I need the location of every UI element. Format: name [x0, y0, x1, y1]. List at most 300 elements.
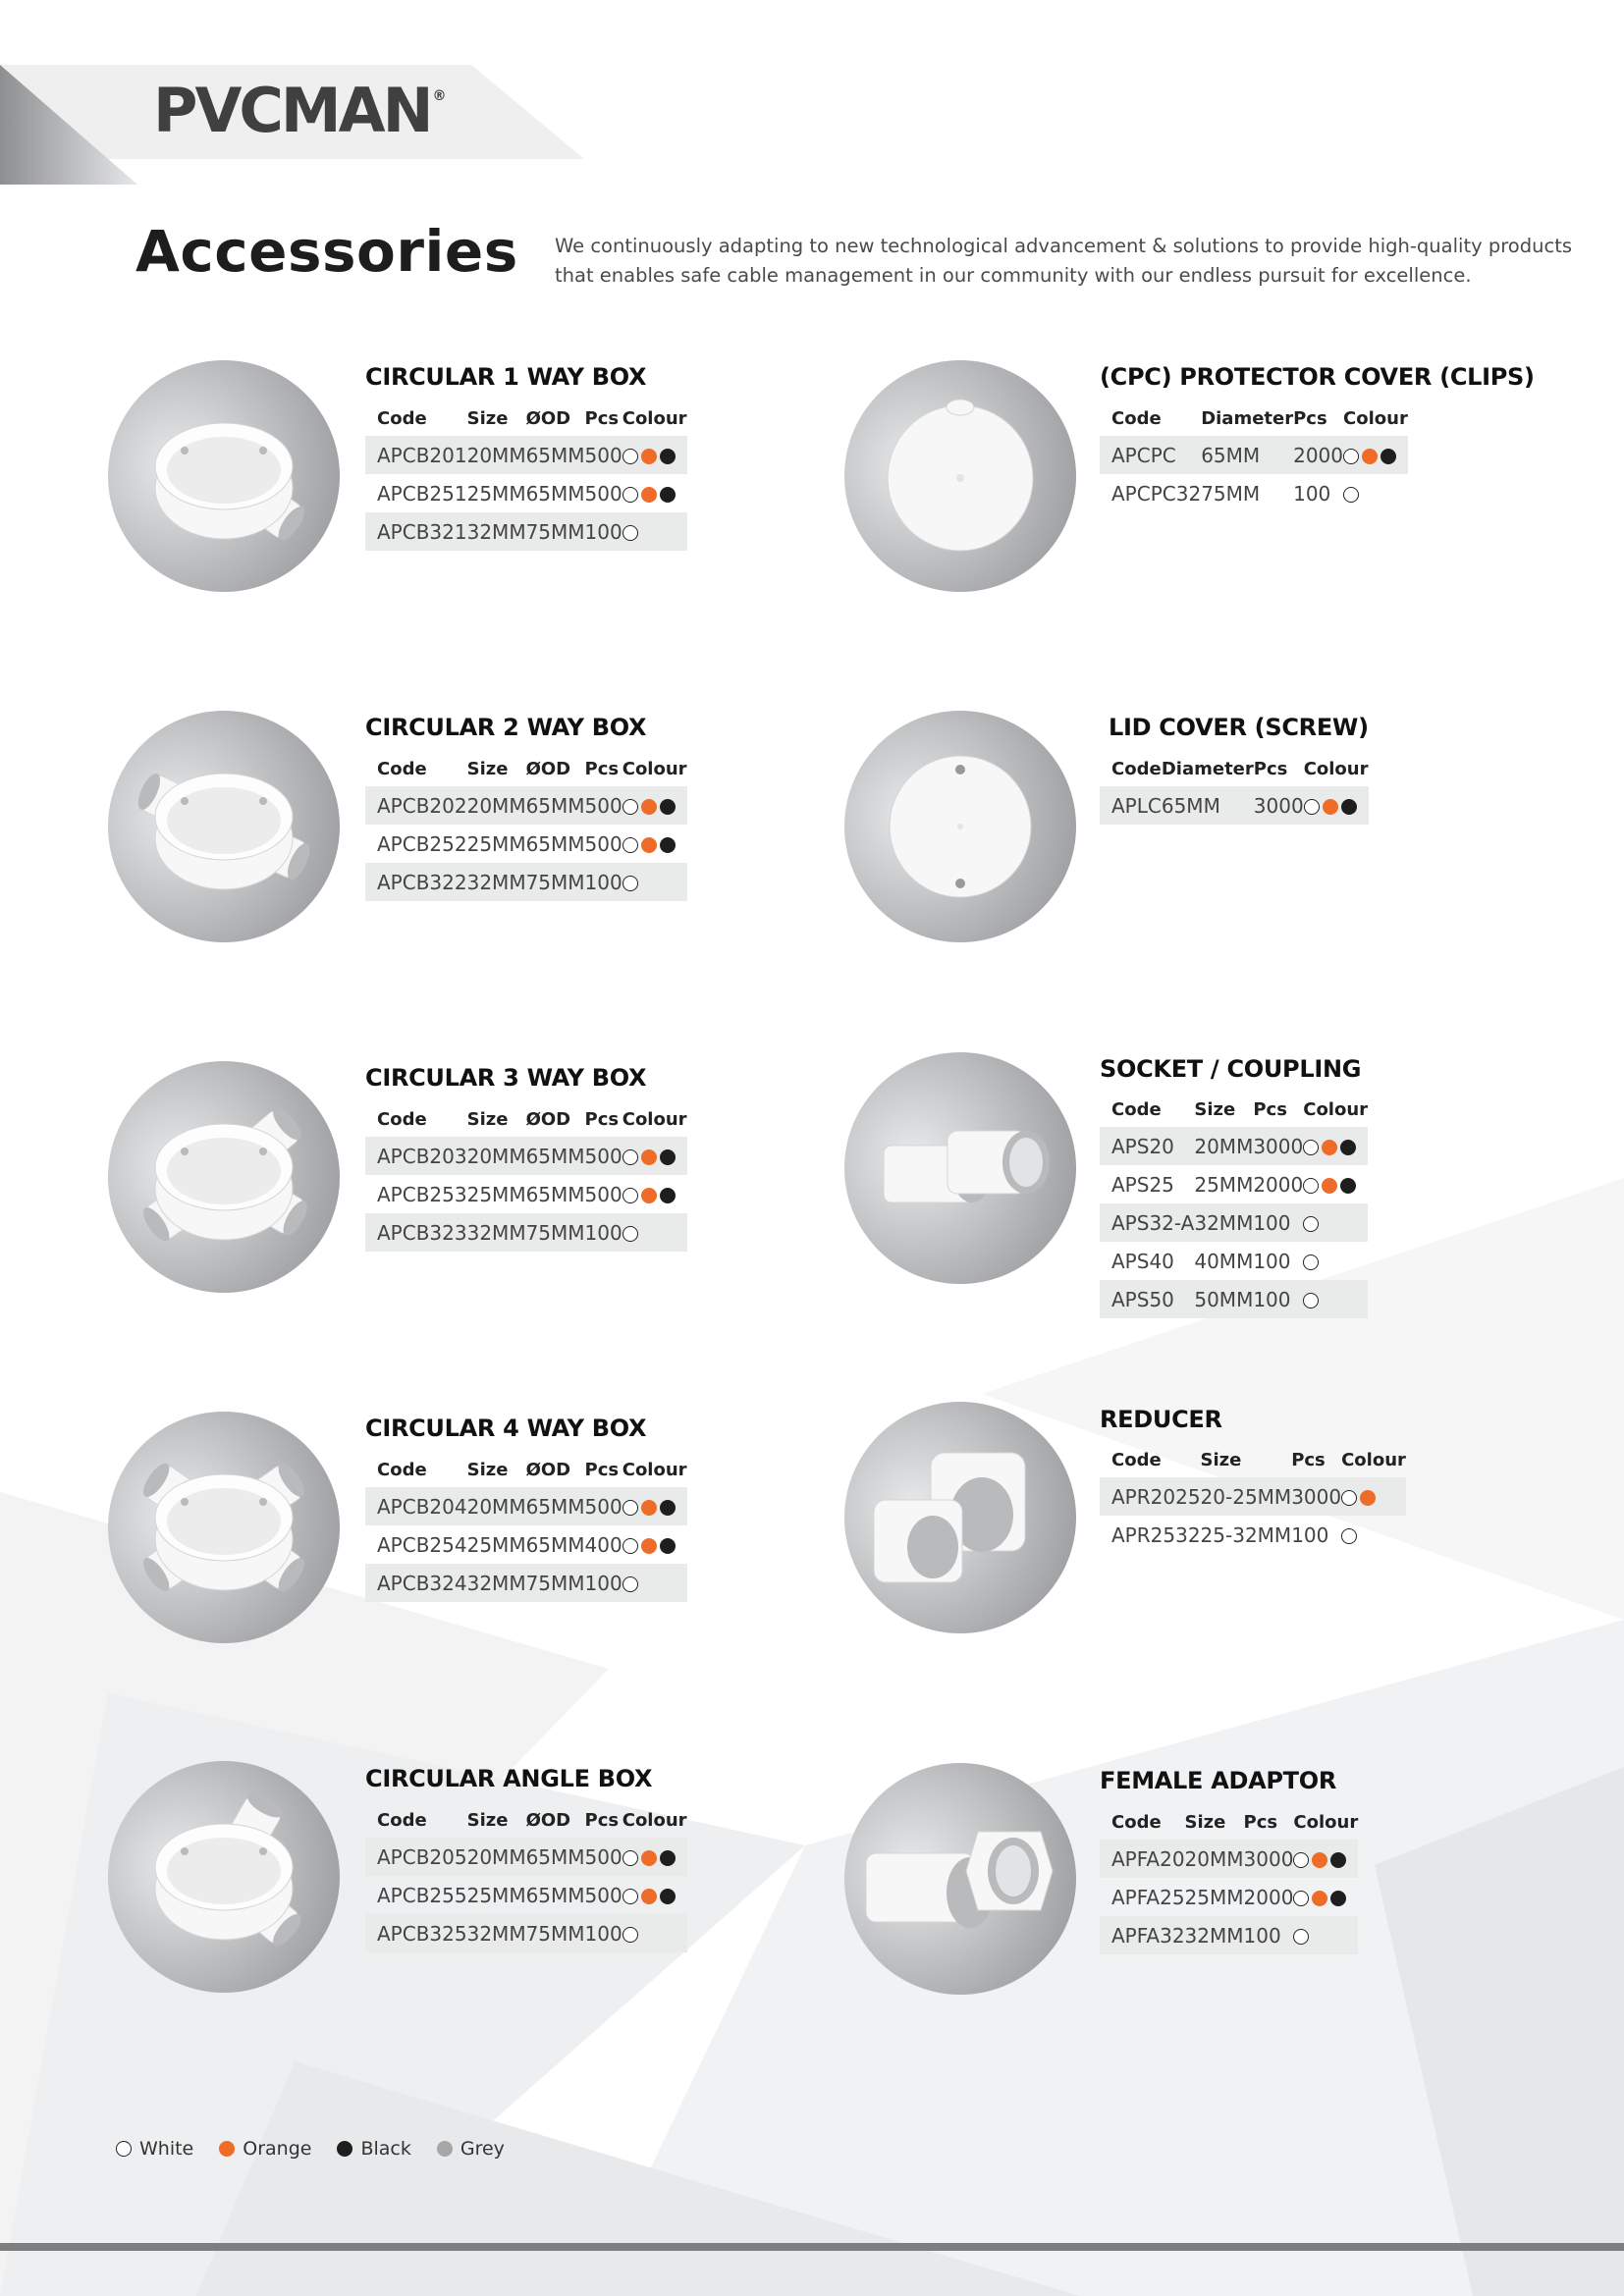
- table-row: [1100, 1127, 1368, 1165]
- white-dot-icon: [623, 837, 638, 853]
- diameter-cell: 65MM: [1162, 786, 1254, 825]
- legend-item-orange: [219, 2138, 311, 2160]
- black-dot-icon: [1340, 1140, 1356, 1155]
- orange-dot-icon: [1322, 1178, 1337, 1194]
- column-header: Colour: [1303, 1098, 1369, 1120]
- white-dot-icon: [623, 1889, 638, 1904]
- code-cell: APFA20: [1100, 1840, 1185, 1878]
- pcs-cell: 500: [585, 1838, 623, 1876]
- table-row: [1100, 1165, 1368, 1203]
- code-cell: APCB204: [365, 1487, 467, 1525]
- colour-options: [1343, 449, 1396, 464]
- black-dot-icon: [660, 1188, 676, 1203]
- pcs-cell: 3000: [1253, 1127, 1303, 1165]
- white-dot-icon: [623, 1149, 638, 1165]
- size-cell: 20-25MM: [1201, 1477, 1292, 1516]
- table-row: [365, 825, 687, 863]
- table-row: [365, 1213, 687, 1252]
- table-row: [1100, 786, 1369, 825]
- colour-options: [623, 449, 676, 464]
- colour-cell: [1343, 474, 1408, 512]
- white-dot-icon: [1343, 449, 1359, 464]
- column-header: Code: [1111, 1449, 1162, 1470]
- colour-options: [1303, 1255, 1319, 1270]
- orange-dot-icon: [641, 1149, 657, 1165]
- code-cell: APCB255: [377, 1883, 467, 1907]
- product-title: FEMALE ADAPTOR: [1100, 1767, 1337, 1794]
- registered-mark: ®: [432, 88, 447, 104]
- orange-dot-icon: [641, 1850, 657, 1866]
- colour-cell: [623, 1525, 687, 1564]
- code-cell: APCPC: [1100, 436, 1201, 474]
- white-dot-icon: [623, 1927, 638, 1943]
- code-cell: APCB252: [377, 831, 467, 856]
- od-cell: 75MM: [526, 1564, 585, 1602]
- colour-cell: [623, 786, 687, 825]
- product-title: (CPC) PROTECTOR COVER (CLIPS): [1100, 363, 1535, 391]
- product-title: SOCKET / COUPLING: [1100, 1055, 1362, 1083]
- colour-options: [623, 1500, 676, 1516]
- colour-options: [1343, 487, 1359, 503]
- size-cell: 25MM: [466, 481, 526, 506]
- column-header: Pcs: [584, 407, 620, 429]
- od-cell: 75MM: [526, 1914, 585, 1952]
- orange-dot-icon: [1323, 799, 1338, 815]
- pcs-cell: 500: [585, 1487, 623, 1525]
- spec-table: [1100, 1092, 1368, 1318]
- table-row: [1100, 1203, 1368, 1242]
- code-cell: APCB202: [365, 786, 467, 825]
- code-cell: APCB325: [365, 1914, 467, 1952]
- orange-dot-icon: [1362, 449, 1378, 464]
- diameter-cell: 75MM: [1201, 481, 1261, 506]
- footer-divider: [0, 2243, 1624, 2251]
- colour-options: [623, 487, 676, 503]
- column-header: Size: [1200, 1449, 1242, 1470]
- white-dot-icon: [1303, 1140, 1319, 1155]
- white-dot-icon: [623, 876, 638, 891]
- code-cell: APCB253: [377, 1182, 467, 1206]
- size-cell: 32MM: [467, 1213, 526, 1252]
- od-cell: 65MM: [526, 1137, 585, 1175]
- pcs-cell: 2000: [1243, 1885, 1294, 1909]
- black-dot-icon: [660, 799, 676, 815]
- table-row: [365, 863, 687, 901]
- product-title: LID COVER (SCREW): [1109, 714, 1369, 741]
- size-cell: 25MM: [466, 1883, 526, 1907]
- colour-cell: [623, 436, 687, 474]
- colour-options: [1303, 1178, 1356, 1194]
- code-cell: APS20: [1100, 1127, 1194, 1165]
- black-dot-icon: [660, 1850, 676, 1866]
- column-header: Size: [1194, 1098, 1236, 1120]
- pcs-cell: 100: [1253, 1280, 1303, 1318]
- code-cell: APCB254: [377, 1532, 467, 1557]
- spec-table: [1100, 400, 1408, 512]
- column-header: Colour: [622, 758, 687, 779]
- colour-options: [1293, 1929, 1309, 1945]
- colour-cell: [623, 474, 687, 512]
- table-row: [365, 1487, 687, 1525]
- table-row: [365, 512, 687, 551]
- colour-cell: [1303, 1280, 1368, 1318]
- pcs-cell: 500: [584, 481, 623, 506]
- od-cell: 65MM: [525, 831, 585, 856]
- colour-options: [623, 1889, 676, 1904]
- colour-cell: [1341, 1516, 1406, 1554]
- column-header: Pcs: [584, 758, 620, 779]
- table-row: [1100, 1840, 1358, 1878]
- column-header: Colour: [622, 1809, 687, 1831]
- table-row: [365, 436, 687, 474]
- code-cell: APS50: [1100, 1280, 1194, 1318]
- colour-options: [623, 837, 676, 853]
- colour-options: [623, 1576, 638, 1592]
- pcs-cell: 100: [1253, 1249, 1291, 1273]
- size-cell: 25MM: [466, 1532, 526, 1557]
- column-header: Diameter: [1201, 407, 1294, 429]
- table-row: [365, 1137, 687, 1175]
- od-cell: 65MM: [526, 1487, 585, 1525]
- od-cell: 75MM: [526, 512, 585, 551]
- code-cell: APCB201: [365, 436, 467, 474]
- column-header: Size: [466, 1809, 509, 1831]
- od-cell: 65MM: [526, 786, 585, 825]
- table-header-row: [1100, 1804, 1358, 1840]
- colour-cell: [1303, 1165, 1368, 1203]
- column-header: Pcs: [1253, 758, 1288, 779]
- black-dot-icon: [1330, 1852, 1346, 1868]
- size-cell: 20MM: [467, 436, 526, 474]
- column-header: Pcs: [584, 1459, 620, 1480]
- code-cell: APR2532: [1111, 1522, 1201, 1547]
- table-header-row: [1100, 751, 1369, 786]
- brand-logo: [153, 75, 447, 145]
- black-dot-icon: [1340, 1178, 1356, 1194]
- spec-table: [1100, 751, 1369, 825]
- column-header: Code: [1111, 1098, 1162, 1120]
- white-dot-icon: [623, 799, 638, 815]
- white-dot-icon: [1343, 487, 1359, 503]
- colour-options: [623, 1850, 676, 1866]
- pcs-cell: 100: [585, 1213, 623, 1252]
- column-header: Pcs: [1293, 407, 1327, 429]
- table-header-row: [365, 751, 687, 786]
- code-cell: APFA32: [1100, 1916, 1185, 1954]
- table-row: [1100, 1242, 1368, 1280]
- table-row: [1100, 1878, 1358, 1916]
- product-title: CIRCULAR 2 WAY BOX: [365, 714, 647, 741]
- code-cell: APS32-A: [1100, 1203, 1194, 1242]
- colour-cell: [623, 1487, 687, 1525]
- circular-3-way-box-photo: [108, 1061, 340, 1293]
- colour-options: [1341, 1528, 1357, 1544]
- size-cell: 25MM: [466, 1182, 526, 1206]
- code-cell: APCB203: [365, 1137, 467, 1175]
- code-cell: APCB324: [365, 1564, 467, 1602]
- column-header: Colour: [622, 1459, 687, 1480]
- reducer-photo: [844, 1402, 1076, 1633]
- column-header: Size: [466, 407, 509, 429]
- colour-cell: [623, 1914, 687, 1952]
- orange-dot-icon: [1322, 1140, 1337, 1155]
- diameter-cell: 65MM: [1201, 436, 1293, 474]
- column-header: Colour: [1303, 758, 1369, 779]
- white-dot-icon: [1341, 1528, 1357, 1544]
- column-header: Code: [1111, 407, 1162, 429]
- size-cell: 25MM: [466, 831, 526, 856]
- column-header: Colour: [622, 1108, 687, 1130]
- size-cell: 32MM: [467, 1914, 526, 1952]
- table-row: [365, 474, 687, 512]
- colour-cell: [1303, 1203, 1368, 1242]
- pcs-cell: 100: [1291, 1522, 1329, 1547]
- pcs-cell: 100: [1293, 481, 1331, 506]
- spec-table: [365, 1101, 687, 1252]
- column-header: Code: [377, 1459, 427, 1480]
- colour-cell: [623, 1137, 687, 1175]
- pcs-cell: 100: [1244, 1916, 1294, 1954]
- colour-options: [623, 1149, 676, 1165]
- colour-options: [623, 1927, 638, 1943]
- colour-options: [1293, 1891, 1346, 1906]
- column-header: Code: [377, 1809, 427, 1831]
- white-dot-icon: [623, 1226, 638, 1242]
- white-dot-icon: [623, 1188, 638, 1203]
- size-cell: 32MM: [467, 863, 526, 901]
- size-cell: 32MM: [1194, 1203, 1253, 1242]
- product-title: CIRCULAR 1 WAY BOX: [365, 363, 647, 391]
- column-header: Pcs: [584, 1809, 620, 1831]
- column-header: Pcs: [1253, 1098, 1287, 1120]
- colour-cell: [1293, 1916, 1358, 1954]
- od-cell: 65MM: [526, 436, 585, 474]
- colour-options: [1304, 799, 1357, 815]
- white-dot-icon: [1293, 1852, 1309, 1868]
- black-dot-icon: [1380, 449, 1396, 464]
- pcs-cell: 400: [584, 1532, 623, 1557]
- orange-dot-icon: [641, 1500, 657, 1516]
- size-cell: 40MM: [1194, 1249, 1254, 1273]
- table-row: [365, 1564, 687, 1602]
- code-cell: APS25: [1111, 1172, 1174, 1197]
- column-header: Colour: [1293, 1811, 1359, 1833]
- od-cell: 75MM: [526, 1213, 585, 1252]
- female-adaptor-photo: [844, 1763, 1076, 1995]
- table-header-row: [365, 400, 687, 436]
- pcs-cell: 500: [584, 1182, 623, 1206]
- orange-dot-icon: [641, 1188, 657, 1203]
- table-row: [1100, 474, 1408, 512]
- colour-cell: [623, 512, 687, 551]
- colour-options: [623, 799, 676, 815]
- black-dot-icon: [1341, 799, 1357, 815]
- orange-dot-icon: [641, 799, 657, 815]
- legend-label: White: [139, 2138, 194, 2160]
- table-row: [365, 1876, 687, 1914]
- table-row: [365, 1914, 687, 1952]
- size-cell: 20MM: [1194, 1127, 1253, 1165]
- pcs-cell: 500: [585, 1137, 623, 1175]
- column-header: Pcs: [1243, 1811, 1278, 1833]
- colour-options: [1303, 1293, 1319, 1308]
- colour-cell: [623, 1838, 687, 1876]
- colour-cell: [1303, 1242, 1368, 1280]
- colour-cell: [623, 1175, 687, 1213]
- orange-dot-icon: [641, 1538, 657, 1554]
- pcs-cell: 3000: [1291, 1477, 1341, 1516]
- code-cell: APCB251: [377, 481, 467, 506]
- circular-1-way-box-photo: [108, 360, 340, 592]
- colour-options: [623, 525, 638, 541]
- product-title: CIRCULAR 3 WAY BOX: [365, 1064, 647, 1092]
- table-header-row: [365, 1101, 687, 1137]
- page-title: Accessories: [135, 218, 518, 285]
- code-cell: APCB323: [365, 1213, 467, 1252]
- white-dot-icon: [623, 525, 638, 541]
- legend-label: Orange: [243, 2138, 312, 2160]
- white-dot-icon: [1341, 1490, 1357, 1506]
- column-header: Code: [1111, 758, 1162, 779]
- pcs-cell: 500: [585, 786, 623, 825]
- colour-cell: [623, 1213, 687, 1252]
- code-cell: APCPC32: [1111, 481, 1202, 506]
- table-header-row: [1100, 400, 1408, 436]
- orange-dot-icon: [641, 1889, 657, 1904]
- colour-cell: [623, 1876, 687, 1914]
- black-dot-icon: [660, 837, 676, 853]
- white-dot-icon: [623, 1500, 638, 1516]
- pcs-cell: 3000: [1254, 786, 1304, 825]
- column-header: Size: [466, 1108, 509, 1130]
- colour-cell: [1341, 1477, 1406, 1516]
- table-row: [365, 786, 687, 825]
- legend-item-white: [116, 2138, 193, 2160]
- spec-table: [1100, 1804, 1358, 1954]
- product-title: CIRCULAR 4 WAY BOX: [365, 1415, 647, 1442]
- column-header: ØOD: [525, 1809, 571, 1831]
- colour-options: [1341, 1490, 1376, 1506]
- legend-label: Grey: [460, 2138, 505, 2160]
- orange-dot-icon: [219, 2141, 235, 2157]
- white-dot-icon: [623, 1850, 638, 1866]
- colour-cell: [623, 825, 687, 863]
- size-cell: 32MM: [467, 512, 526, 551]
- od-cell: 65MM: [525, 1532, 585, 1557]
- orange-dot-icon: [641, 837, 657, 853]
- product-title: CIRCULAR ANGLE BOX: [365, 1765, 653, 1792]
- column-header: Code: [377, 407, 427, 429]
- column-header: Colour: [622, 407, 687, 429]
- table-row: [1100, 1916, 1358, 1954]
- colour-cell: [1293, 1878, 1358, 1916]
- pcs-cell: 500: [585, 436, 623, 474]
- white-dot-icon: [1304, 799, 1320, 815]
- size-cell: 25-32MM: [1200, 1522, 1292, 1547]
- od-cell: 65MM: [525, 481, 585, 506]
- size-cell: 50MM: [1194, 1280, 1253, 1318]
- colour-options: [623, 876, 638, 891]
- code-cell: APLC: [1100, 786, 1162, 825]
- size-cell: 20MM: [1185, 1840, 1244, 1878]
- code-cell: APCB321: [365, 512, 467, 551]
- column-header: Pcs: [1291, 1449, 1326, 1470]
- size-cell: 20MM: [467, 1487, 526, 1525]
- table-row: [1100, 1477, 1406, 1516]
- pcs-cell: 500: [584, 1883, 623, 1907]
- black-dot-icon: [660, 1538, 676, 1554]
- column-header: Size: [466, 1459, 509, 1480]
- spec-table: [365, 400, 687, 551]
- white-dot-icon: [623, 1576, 638, 1592]
- pcs-cell: 2000: [1293, 436, 1343, 474]
- colour-legend: [116, 2138, 530, 2160]
- column-header: ØOD: [525, 758, 571, 779]
- black-dot-icon: [660, 449, 676, 464]
- od-cell: 65MM: [526, 1838, 585, 1876]
- pcs-cell: 100: [585, 1564, 623, 1602]
- size-cell: 20MM: [467, 786, 526, 825]
- table-header-row: [365, 1802, 687, 1838]
- black-dot-icon: [660, 487, 676, 503]
- column-header: ØOD: [525, 1459, 571, 1480]
- white-dot-icon: [1303, 1178, 1319, 1194]
- colour-options: [1293, 1852, 1346, 1868]
- orange-dot-icon: [641, 449, 657, 464]
- lid-cover-photo: [844, 711, 1076, 942]
- white-dot-icon: [623, 449, 638, 464]
- intro-text: We continuously adapting to new technological advancement & solutions to provide high-quality products that enables safe cable management in our community with our endless pursuit for excellence.: [555, 235, 1572, 287]
- table-header-row: [365, 1452, 687, 1487]
- white-dot-icon: [1303, 1293, 1319, 1308]
- black-dot-icon: [660, 1889, 676, 1904]
- spec-table: [1100, 1442, 1406, 1554]
- table-header-row: [1100, 1092, 1368, 1127]
- white-dot-icon: [1303, 1255, 1319, 1270]
- colour-cell: [623, 863, 687, 901]
- black-dot-icon: [1330, 1891, 1346, 1906]
- colour-options: [1303, 1216, 1319, 1232]
- column-header: Code: [377, 1108, 427, 1130]
- table-row: [1100, 436, 1408, 474]
- protector-cover-photo: [844, 360, 1076, 592]
- column-header: Diameter: [1161, 758, 1254, 779]
- spec-table: [365, 751, 687, 901]
- table-row: [365, 1525, 687, 1564]
- orange-dot-icon: [641, 487, 657, 503]
- size-cell: 20MM: [467, 1137, 526, 1175]
- od-cell: 65MM: [525, 1182, 585, 1206]
- black-dot-icon: [337, 2141, 352, 2157]
- socket-coupling-photo: [844, 1052, 1076, 1284]
- code-cell: APR2025: [1100, 1477, 1201, 1516]
- column-header: Colour: [1343, 407, 1408, 429]
- pcs-cell: 100: [1253, 1203, 1303, 1242]
- pcs-cell: 2000: [1253, 1172, 1304, 1197]
- table-row: [365, 1175, 687, 1213]
- brand-name: PVCMAN: [153, 74, 431, 146]
- size-cell: 20MM: [467, 1838, 526, 1876]
- colour-cell: [623, 1564, 687, 1602]
- column-header: Pcs: [584, 1108, 620, 1130]
- pcs-cell: 3000: [1244, 1840, 1294, 1878]
- circular-2-way-box-photo: [108, 711, 340, 942]
- colour-options: [623, 1188, 676, 1203]
- column-header: Code: [377, 758, 427, 779]
- black-dot-icon: [660, 1149, 676, 1165]
- legend-label: Black: [360, 2138, 411, 2160]
- orange-dot-icon: [1312, 1852, 1327, 1868]
